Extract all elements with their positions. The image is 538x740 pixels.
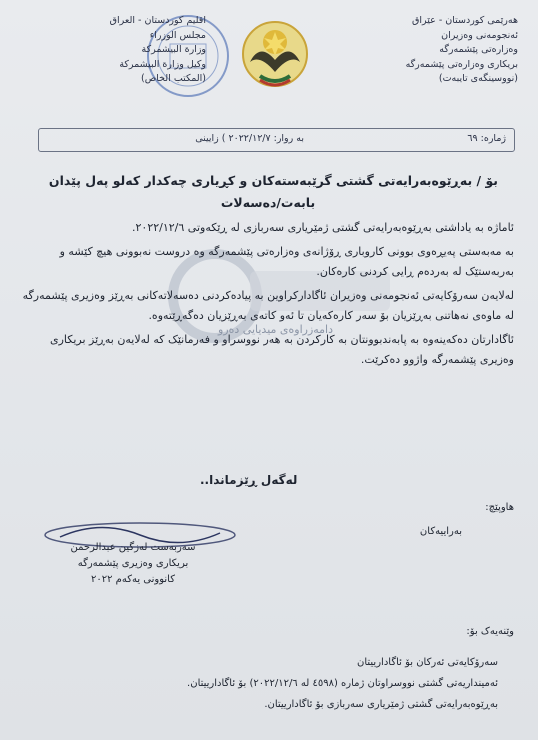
header-line: (نووسینگەی تایبەت) <box>438 73 518 84</box>
signer-block <box>58 540 208 588</box>
header-line: هەرێمی کوردستان - عێراق <box>412 15 518 26</box>
body-paragraph: ئاگادارتان دەکەینەوە بە پابەندبوونتان بە کارکردن بە هەر نووسراو و فەرمانێک کە لەلایەن بەڕێز بریکاری وەزیری پێشمەرگە واژوو دەکرێت. <box>49 333 514 366</box>
header-line: (المكتب الخاص) <box>141 73 206 84</box>
header-line: بریکاری وەزارەتی پێشمەرگە <box>405 58 518 70</box>
cc-item: ئەمینداریەتی گشتی نووسراوتان ژمارە (٤٥٩٨ لە ٢٠٢٢/١٢/٦) بۆ ئاگادارییتان. <box>187 678 498 689</box>
body-paragraph: لەلایەن سەرۆکایەتی ئەنجومەنی وەزیران ئاگادارکراوین بە پیادەکردنی دەسەلاتەکانی بەڕێز وەزیری پێشمەرگە لە ماوەی نەهاتنی بەڕێزیان بۆ سەر کارەکەیان تا ئەو کاتەی بەڕێزیان دەگەڕێتەوە. <box>22 289 514 322</box>
attachments-label: هاوپێچ: <box>485 502 514 513</box>
reference-number: ژمارە: ٦٩ <box>467 133 506 144</box>
closing-line: لەگەل ڕێزماندا.. <box>200 473 298 487</box>
header-line: وكيل وزارة البيشمركة <box>119 58 206 70</box>
header-line: اقليم كوردستان - العراق <box>109 15 206 26</box>
signer-date: کانوونی یەکەم ٢٠٢٢ <box>90 574 175 585</box>
signer-role: بریکاری وەزیری پێشمەرگە <box>77 558 189 569</box>
signer-name: سەربەست لەزگین عبدالرحمن <box>70 542 196 553</box>
cc-item: سەرۆکایەتی ئەرکان بۆ ئاگادارییتان <box>357 657 498 668</box>
body-paragraph: ئاماژە بە یاداشتی بەڕێوەبەرایەتی گشتی ژمێریاری سەربازی لە ڕێکەوتی ٢٠٢٢/١٢/٦. <box>132 221 514 234</box>
watermark-text: دامەزراوەی میدیایی دەرو <box>218 323 334 336</box>
kurdistan-emblem-icon <box>230 2 320 98</box>
header-line: وەزارەتی پێشمەرگە <box>439 44 518 55</box>
cc-item: بەڕێوەبەرایەتی گشتی ژمێریاری سەربازی بۆ ئاگادارییتان. <box>264 699 498 710</box>
header-line: ئەنجومەنی وەزیران <box>441 29 518 41</box>
reference-bar <box>38 128 515 152</box>
attachments-item: بەراییەکان <box>419 526 462 537</box>
header-line: وزارة البيشمركة <box>141 44 206 55</box>
cc-label: وێنەیەک بۆ: <box>466 626 514 637</box>
cc-list <box>58 652 498 715</box>
header-arabic <box>14 14 206 87</box>
body-paragraph: بە مەبەستی پەیڕەوی بوونی کاروباری ڕۆژانەی وەزارەتی پێشمەرگە وە دروست نەبوونی هیچ کێشە و بەربەستێک لە بەردەم ڕایی کردنی کارەکان. <box>59 245 514 278</box>
recipient-line: بۆ / بەڕێوەبەرایەتی گشتی گرێبەستەکان و کڕیاری چەکدار کەلو پەل پێدان <box>48 173 498 188</box>
letter-body <box>22 218 514 374</box>
header-kurdish <box>328 14 518 87</box>
reference-date: بە روار: ٢٠٢٢/١٢/٧ ) زایینی <box>195 133 304 144</box>
subject-line: بابەت/دەسەلات <box>220 195 316 210</box>
letter-title <box>38 170 498 214</box>
header-line: مجلس الوزراء <box>149 29 206 41</box>
